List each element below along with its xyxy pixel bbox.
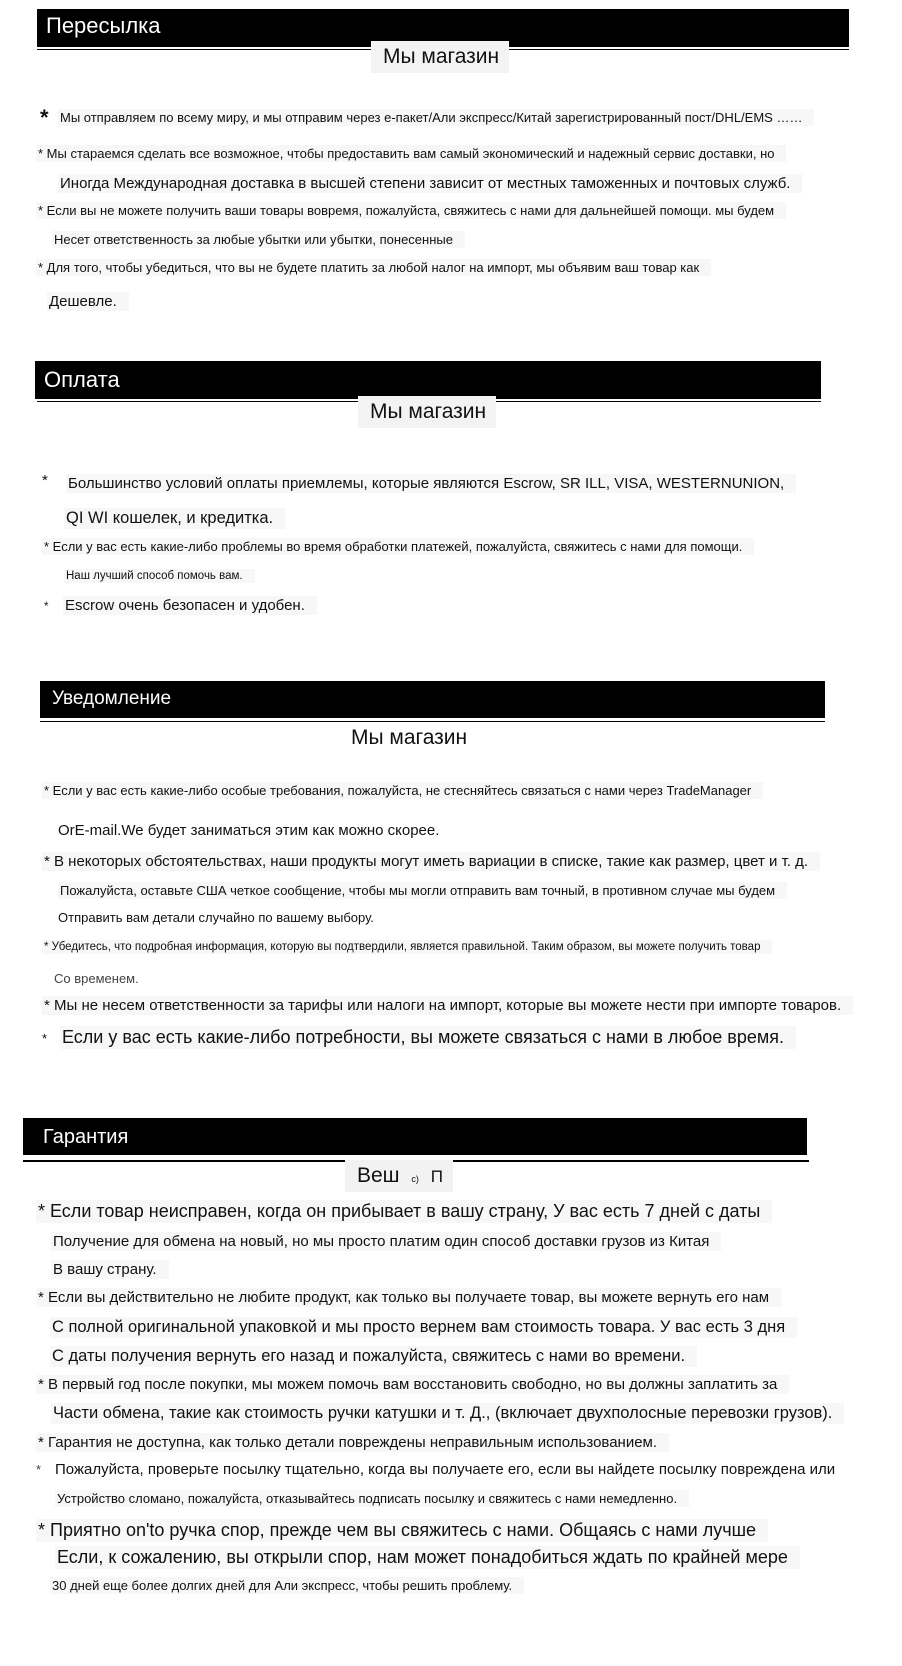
notice-line-7: Со временем. [54, 971, 139, 986]
payment-line-3: * Если у вас есть какие-либо проблемы во время обработки платежей, пожалуйста, свяжитесь с нами для помощи. [42, 538, 754, 555]
payment-line-2: QI WI кошелек, и кредитка. [64, 508, 285, 529]
warranty-line-11: Устройство сломано, пожалуйста, отказывайтесь подписать посылку и свяжитесь с нами немедленно. [55, 1490, 689, 1507]
payment-title: Оплата [44, 367, 120, 392]
warranty-line-9: * Гарантия не доступна, как только детали повреждены неправильным использованием. [36, 1433, 669, 1452]
payment-line-4: Наш лучший способ помочь вам. [64, 569, 255, 583]
warranty-line-5: С полной оригинальной упаковкой и мы просто вернем вам стоимость товара. У вас есть 3 дня [50, 1317, 797, 1338]
payment-header-bar [35, 361, 821, 399]
shipping-line-5: Несет ответственность за любые убытки или убытки, понесенные [52, 231, 465, 248]
warranty-line-4: * Если вы действительно не любите продукт, как только вы получаете товар, вы можете вернуть его нам [36, 1288, 781, 1307]
payment-line-5: Escrow очень безопасен и удобен. [63, 596, 317, 615]
notice-line-3: * В некоторых обстоятельствах, наши продукты могут иметь вариации в списке, такие как размер, цвет и т. д. [42, 852, 820, 871]
warranty-line-14: 30 дней еще более долгих дней для Али экспресс, чтобы решить проблему. [50, 1577, 524, 1594]
bullet-star: * [36, 1462, 42, 1477]
warranty-header-bar [23, 1118, 807, 1155]
notice-line-8: * Мы не несем ответственности за тарифы или налоги на импорт, которые вы можете нести при импорте товаров. [42, 996, 853, 1015]
shipping-line-6: * Для того, чтобы убедиться, что вы не будете платить за любой налог на импорт, мы объявим ваш товар как [36, 259, 711, 276]
notice-line-5: Отправить вам детали случайно по вашему выбору. [58, 910, 374, 925]
warranty-title: Гарантия [43, 1126, 129, 1148]
bullet-star: * [44, 601, 49, 613]
warranty-line-13: Если, к сожалению, вы открыли спор, нам может понадобиться ждать по крайней мере [55, 1546, 800, 1569]
warranty-line-3: В вашу страну. [51, 1260, 169, 1279]
warranty-line-7: * В первый год после покупки, мы можем помочь вам восстановить свободно, но вы должны заплатить за [36, 1375, 789, 1394]
notice-line-9: Если у вас есть какие-либо потребности, вы можете связаться с нами в любое время. [60, 1026, 796, 1049]
warranty-subtitle-tail: П [430, 1167, 443, 1186]
warranty-line-8: Части обмена, такие как стоимость ручки катушки и т. Д., (включает двухполосные перевозки грузов). [51, 1403, 844, 1424]
shipping-line-3: Иногда Международная доставка в высшей степени зависит от местных таможенных и почтовых служб. [58, 174, 802, 193]
warranty-subtitle-small: с) [411, 1174, 419, 1184]
notice-title: Уведомление [52, 688, 172, 709]
bullet-star: * [42, 1031, 48, 1046]
warranty-line-12: * Приятно on'to ручка спор, прежде чем вы свяжитесь с нами. Общаясь с нами лучше [36, 1519, 768, 1542]
notice-line-1: * Если у вас есть какие-либо особые требования, пожалуйста, не стесняйтесь связаться с нами через TradeManager [42, 782, 763, 799]
payment-subtitle: Мы магазин [358, 396, 496, 428]
shipping-subtitle: Мы магазин [371, 41, 509, 73]
payment-line-1: Большинство условий оплаты приемлемы, которые являются Escrow, SR ILL, VISA, WESTERNUNION, [66, 474, 796, 493]
shipping-line-4: * Если вы не можете получить ваши товары вовремя, пожалуйста, свяжитесь с нами для дальнейшей помощи. мы будем [36, 202, 786, 219]
warranty-subtitle-main: Веш [357, 1164, 400, 1187]
shipping-line-7: Дешевле. [47, 292, 129, 311]
shipping-title: Пересылка [46, 13, 161, 38]
notice-subtitle: Мы магазин [339, 722, 477, 754]
bullet-star: * [40, 105, 49, 130]
warranty-line-2: Получение для обмена на новый, но мы просто платим один способ доставки грузов из Китая [51, 1232, 721, 1251]
notice-line-4: Пожалуйста, оставьте США четкое сообщение, чтобы мы могли отправить вам точный, в противном случае мы будем [58, 882, 787, 899]
warranty-line-10: Пожалуйста, проверьте посылку тщательно, когда вы получаете его, если вы найдете посылку повреждена или [55, 1461, 836, 1478]
shipping-line-1: Мы отправляем по всему миру, и мы отправим через е-пакет/Али экспресс/Китай зарегистрированный пост/DHL/EMS …… [58, 109, 814, 126]
warranty-line-6: С даты получения вернуть его назад и пожалуйста, свяжитесь с нами во времени. [50, 1346, 697, 1367]
warranty-subtitle [345, 1160, 453, 1192]
notice-line-6: * Убедитесь, что подробная информация, которую вы подтвердили, является правильной. Таким образом, вы можете получить товар [42, 940, 772, 954]
shipping-line-2: * Мы стараемся сделать все возможное, чтобы предоставить вам самый экономический и надежный сервис доставки, но [36, 145, 786, 162]
warranty-line-1: * Если товар неисправен, когда он прибывает в вашу страну, У вас есть 7 дней с даты [36, 1200, 772, 1223]
notice-line-2: OrE-mail.We будет заниматься этим как можно скорее. [58, 822, 440, 839]
bullet-star: * [42, 472, 48, 489]
